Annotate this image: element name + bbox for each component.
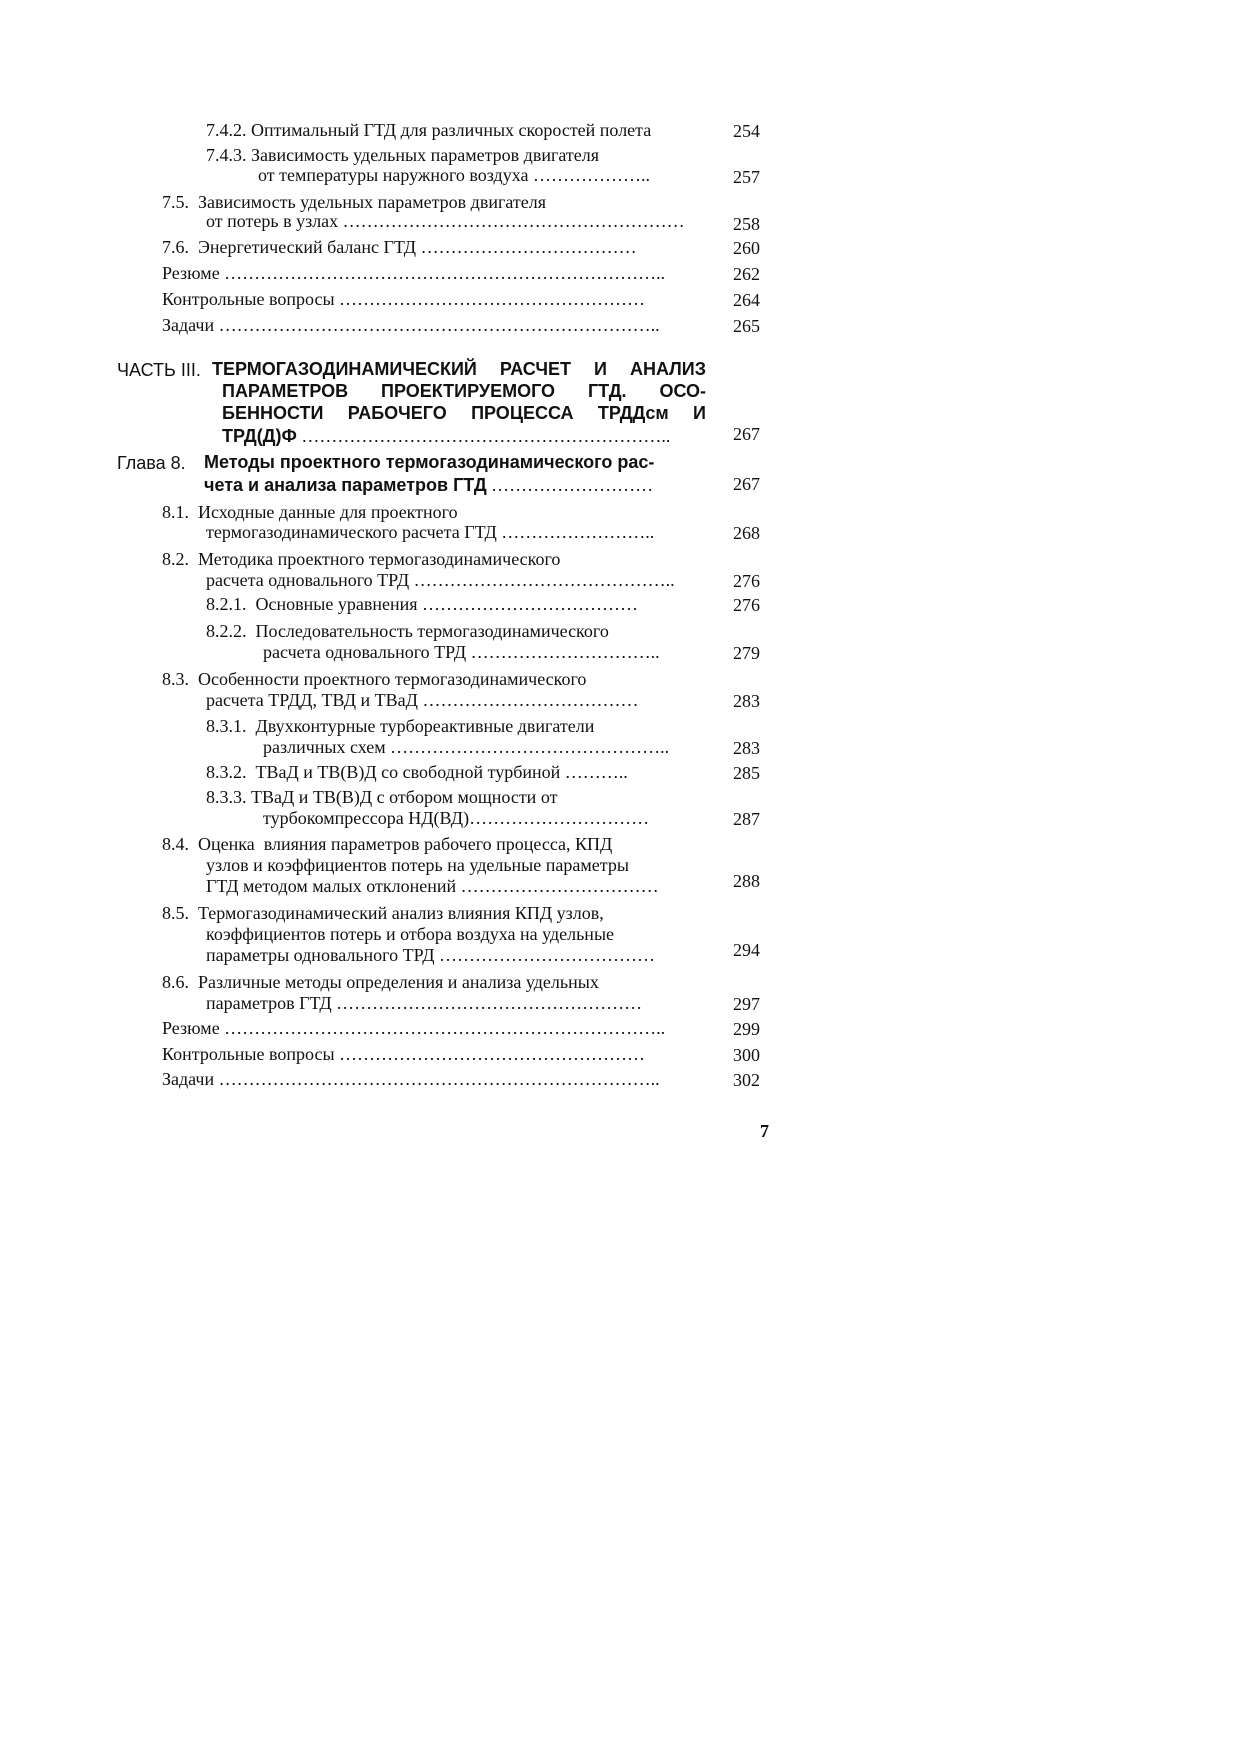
toc-entry-8-5: 8.5. Термогазодинамический анализ влияния КПД узлов, <box>162 903 604 923</box>
toc-entry-8-3-cont: расчета ТРДД, ТВД и ТВаД ……………………………… <box>206 690 639 710</box>
page-ref-8-2-1: 276 <box>733 595 760 615</box>
toc-entry-8-1-cont: термогазодинамического расчета ГТД …………………….. <box>206 522 655 542</box>
page-ref-tasks-8: 302 <box>733 1070 760 1090</box>
page-ref-8-3-2: 285 <box>733 763 760 783</box>
page-ref-8-4: 288 <box>733 871 760 891</box>
part-title-line-3: БЕННОСТИ РАБОЧЕГО ПРОЦЕССА ТРДДсм И <box>222 403 706 423</box>
page-ref-8-3-1: 283 <box>733 738 760 758</box>
toc-entry-7-4-3-cont: от температуры наружного воздуха ……………….. <box>258 165 650 185</box>
page-ref-tasks-7: 265 <box>733 316 760 336</box>
toc-entry-8-4: 8.4. Оценка влияния параметров рабочего процесса, КПД <box>162 834 613 854</box>
toc-entry-7-5-cont: от потерь в узлах ………………………………………………… <box>206 211 685 231</box>
page-ref-part-3: 267 <box>733 424 760 444</box>
page-ref-7-5: 258 <box>733 214 760 234</box>
toc-entry-questions-8: Контрольные вопросы …………………………………………… <box>162 1044 646 1064</box>
toc-entry-8-2-2-cont: расчета одновального ТРД ………………………….. <box>263 642 660 662</box>
toc-entry-resume-7: Резюме ……………………………………………………………….. <box>162 263 666 283</box>
toc-entry-8-3-3: 8.3.3. ТВаД и ТВ(В)Д с отбором мощности от <box>206 787 558 807</box>
page-ref-7-4-2: 254 <box>733 121 760 141</box>
chapter-title-leader: ……………………… <box>486 475 654 495</box>
page-ref-8-5: 294 <box>733 940 760 960</box>
toc-entry-8-2-cont: расчета одновального ТРД …………………………………….. <box>206 570 675 590</box>
toc-entry-8-3-2: 8.3.2. ТВаД и ТВ(В)Д со свободной турбиной ……….. <box>206 762 628 782</box>
part-title-abbrev: ТРД(Д)Ф <box>222 426 297 446</box>
toc-entry-7-4-2: 7.4.2. Оптимальный ГТД для различных скоростей полета <box>206 120 652 140</box>
toc-entry-8-4-cont-2: ГТД методом малых отклонений …………………………… <box>206 876 659 896</box>
page-ref-questions-8: 300 <box>733 1045 760 1065</box>
chapter-title-text: чета и анализа параметров ГТД <box>204 475 487 495</box>
chapter-title-line-2 <box>204 474 653 496</box>
page-ref-8-1: 268 <box>733 523 760 543</box>
toc-entry-7-5: 7.5. Зависимость удельных параметров двигателя <box>162 192 546 212</box>
toc-entry-resume-8: Резюме ……………………………………………………………….. <box>162 1018 666 1038</box>
toc-entry-8-3-1-cont: различных схем ……………………………………….. <box>263 737 670 757</box>
toc-entry-tasks-8: Задачи ……………………………………………………………….. <box>162 1069 660 1089</box>
toc-entry-7-4-3: 7.4.3. Зависимость удельных параметров двигателя <box>206 145 599 165</box>
toc-entry-tasks-7: Задачи ……………………………………………………………….. <box>162 315 660 335</box>
part-title-line-1: ТЕРМОГАЗОДИНАМИЧЕСКИЙ РАСЧЕТ И АНАЛИЗ <box>212 359 706 379</box>
chapter-title-line-1: Методы проектного термогазодинамического рас- <box>204 452 655 472</box>
toc-entry-7-6: 7.6. Энергетический баланс ГТД ……………………………… <box>162 237 637 257</box>
part-prefix: ЧАСТЬ III. <box>117 360 201 380</box>
toc-entry-8-2: 8.2. Методика проектного термогазодинамического <box>162 549 561 569</box>
toc-entry-8-6: 8.6. Различные методы определения и анализа удельных <box>162 972 599 992</box>
toc-entry-8-5-cont-2: параметры одновального ТРД ……………………………… <box>206 945 656 965</box>
page-ref-8-6: 297 <box>733 994 760 1014</box>
part-title-line-2: ПАРАМЕТРОВ ПРОЕКТИРУЕМОГО ГТД. ОСО- <box>222 381 706 401</box>
page-ref-7-6: 260 <box>733 238 760 258</box>
toc-entry-8-3-1: 8.3.1. Двухконтурные турбореактивные двигатели <box>206 716 595 736</box>
toc-entry-questions-7: Контрольные вопросы …………………………………………… <box>162 289 646 309</box>
page-ref-8-2-2: 279 <box>733 643 760 663</box>
page-ref-questions-7: 264 <box>733 290 760 310</box>
page-ref-chapter-8: 267 <box>733 474 760 494</box>
toc-entry-8-2-2: 8.2.2. Последовательность термогазодинамического <box>206 621 609 641</box>
toc-entry-8-5-cont-1: коэффициентов потерь и отбора воздуха на удельные <box>206 924 615 944</box>
part-title-line-4 <box>222 425 670 447</box>
page-ref-resume-7: 262 <box>733 264 760 284</box>
toc-entry-8-4-cont-1: узлов и коэффициентов потерь на удельные параметры <box>206 855 629 875</box>
toc-entry-8-2-1: 8.2.1. Основные уравнения ……………………………… <box>206 594 638 614</box>
page-ref-7-4-3: 257 <box>733 167 760 187</box>
page-number: 7 <box>760 1121 769 1141</box>
page-ref-8-2: 276 <box>733 571 760 591</box>
page-ref-8-3: 283 <box>733 691 760 711</box>
toc-entry-8-6-cont: параметров ГТД …………………………………………… <box>206 993 643 1013</box>
chapter-prefix: Глава 8. <box>117 453 186 473</box>
page-ref-resume-8: 299 <box>733 1019 760 1039</box>
part-title-leader: …………………………………………………….. <box>296 426 671 446</box>
toc-entry-8-3-3-cont: турбокомпрессора НД(ВД)………………………… <box>263 808 650 828</box>
toc-entry-8-3: 8.3. Особенности проектного термогазодинамического <box>162 669 587 689</box>
page-ref-8-3-3: 287 <box>733 809 760 829</box>
toc-entry-8-1: 8.1. Исходные данные для проектного <box>162 502 458 522</box>
